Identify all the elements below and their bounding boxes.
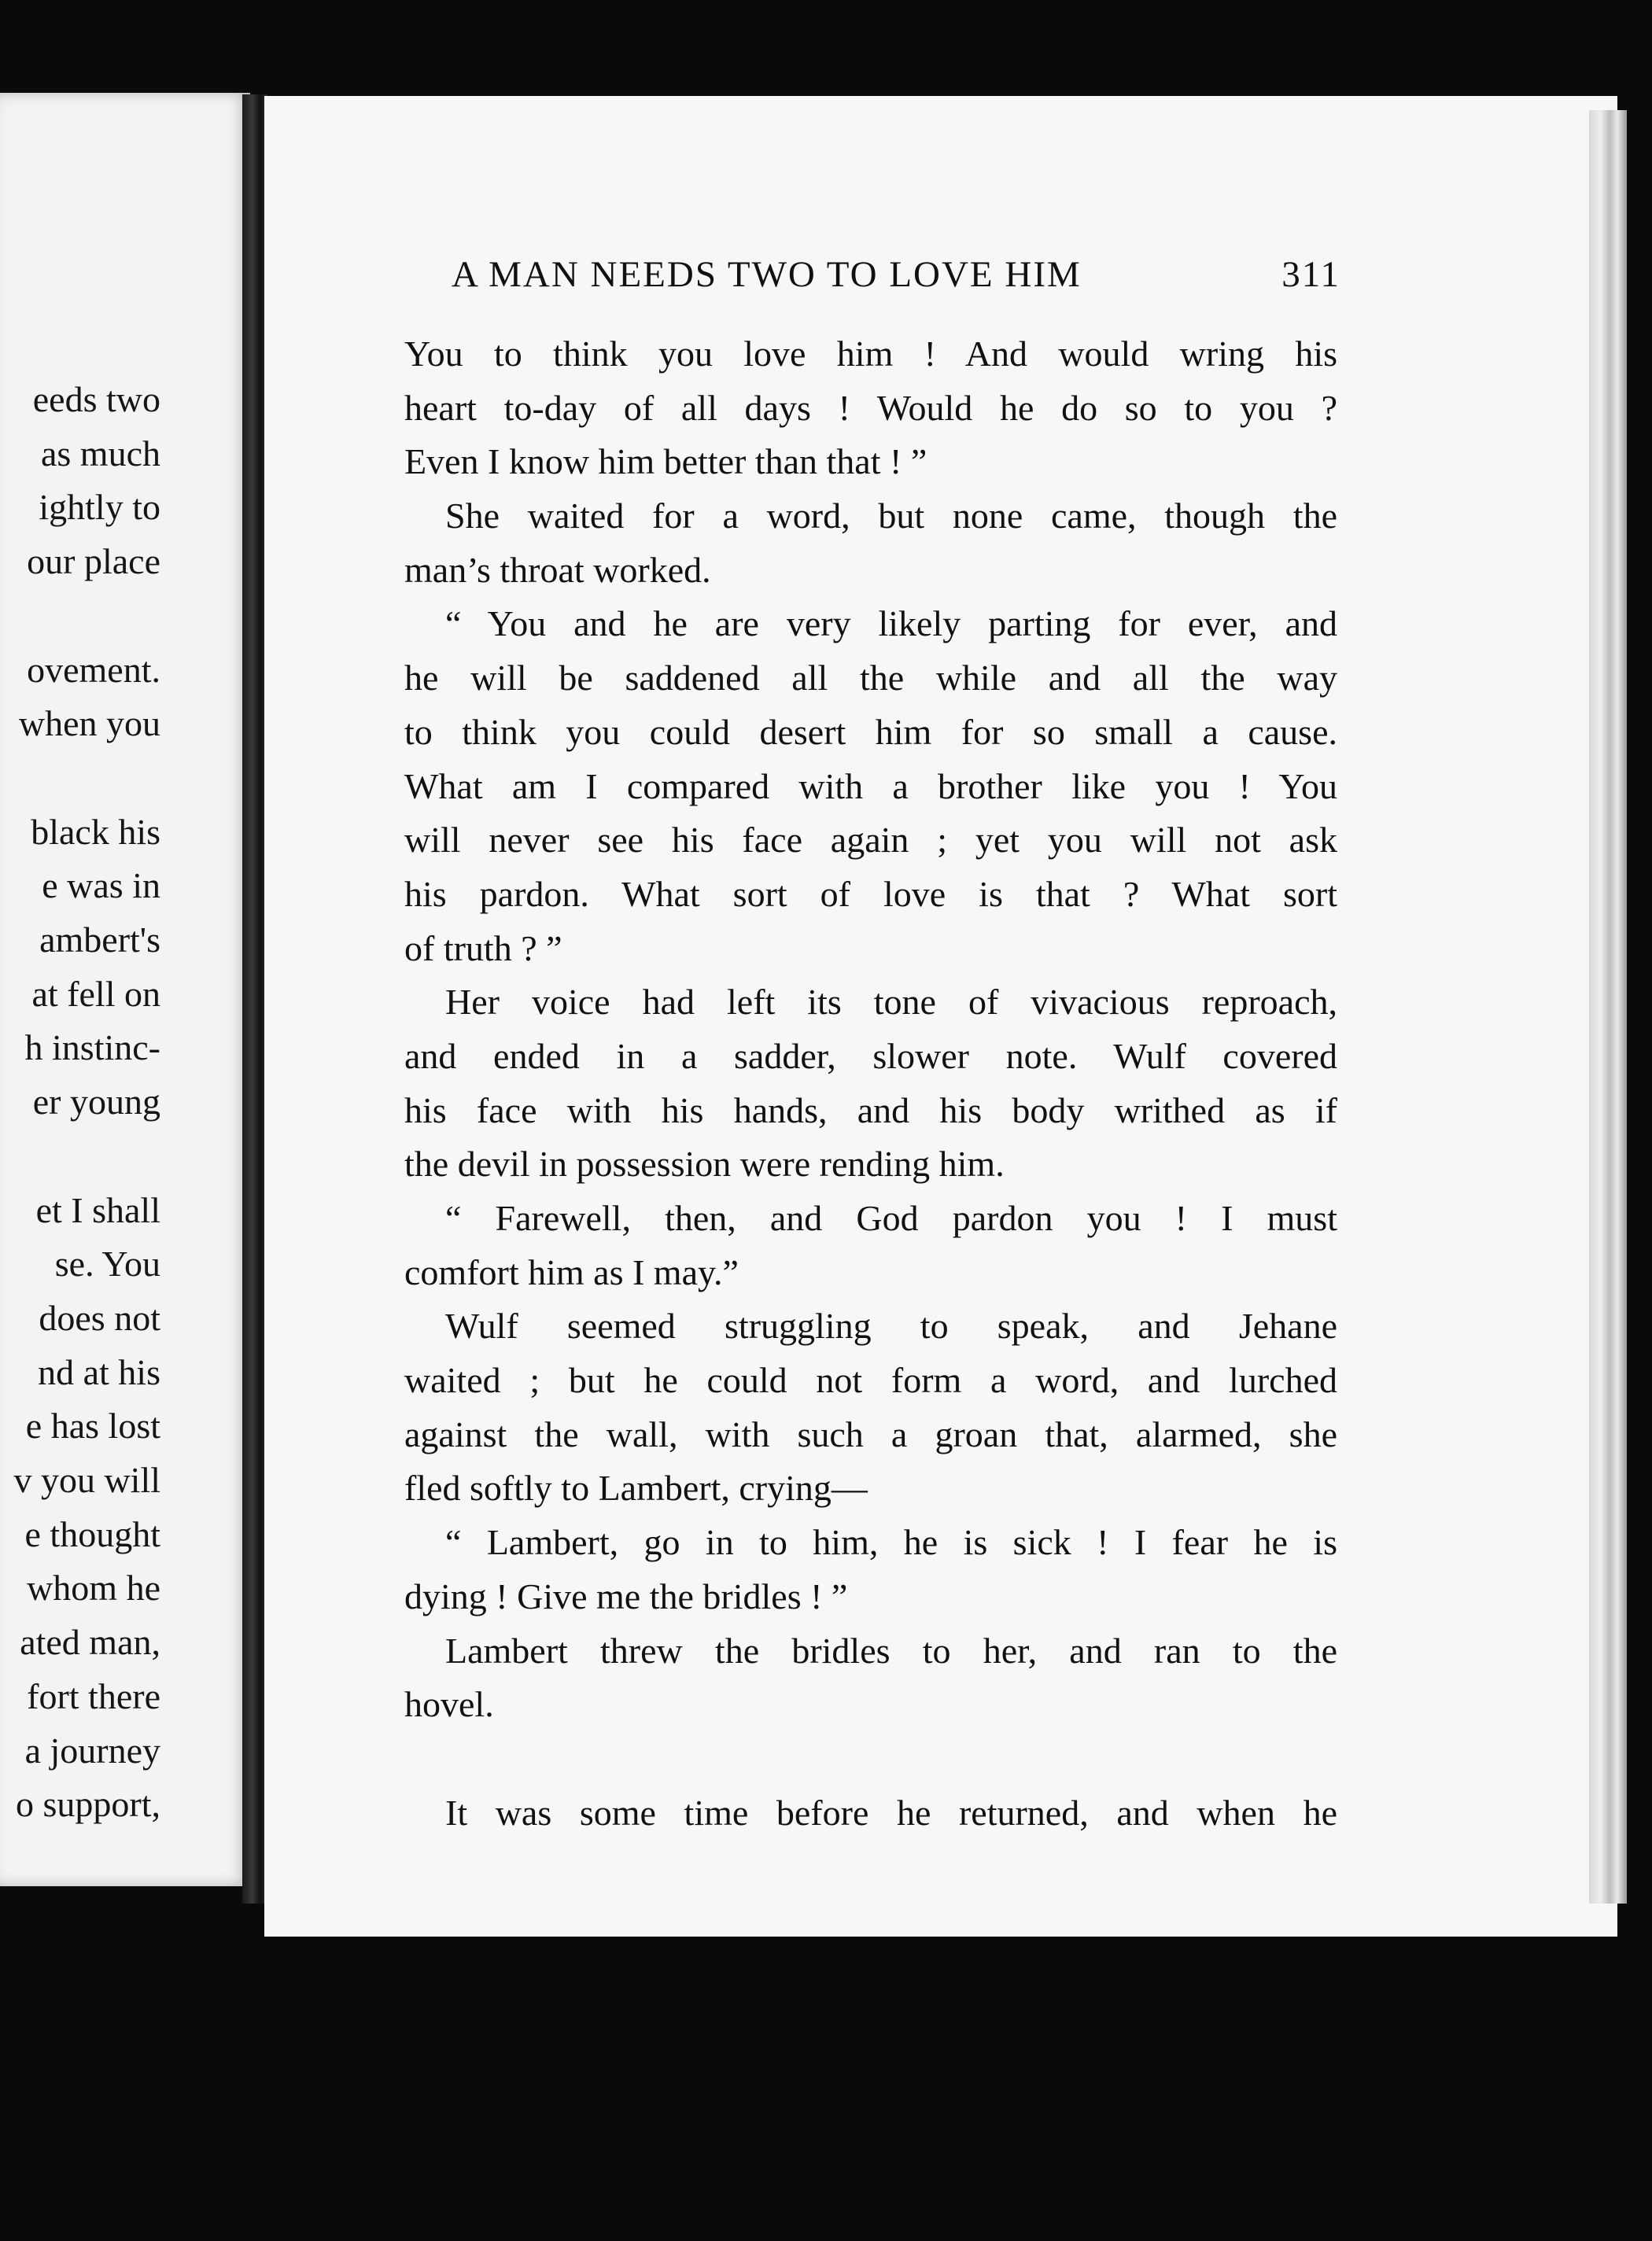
left-page-fragment: fort there bbox=[27, 1675, 160, 1716]
left-page-fragment: ated man, bbox=[20, 1622, 160, 1663]
left-page-fragment: o support, bbox=[16, 1784, 160, 1825]
running-title: A MAN NEEDS TWO TO LOVE HIM bbox=[452, 254, 1082, 295]
text-line: the devil in possession were rending him. bbox=[404, 1144, 1005, 1185]
page-number: 311 bbox=[1281, 254, 1340, 295]
text-line: will never see his face again ; yet you will not ask bbox=[404, 820, 1337, 861]
text-line: Even I know him better than that ! ” bbox=[404, 441, 927, 482]
text-line: waited ; but he could not form a word, and lurched bbox=[404, 1360, 1337, 1401]
text-line: Lambert threw the bridles to her, and ran to the bbox=[445, 1630, 1337, 1671]
text-line: hovel. bbox=[404, 1684, 494, 1725]
text-line: Wulf seemed struggling to speak, and Jehane bbox=[445, 1306, 1337, 1347]
text-line: It was some time before he returned, and when he bbox=[445, 1792, 1337, 1833]
text-line: his face with his hands, and his body writhed as if bbox=[404, 1089, 1337, 1130]
left-page-fragment: v you will bbox=[13, 1460, 160, 1500]
left-page-fragment: h instinc- bbox=[24, 1027, 160, 1068]
left-page-fragment: ovement. bbox=[27, 649, 160, 690]
left-page-fragment: when you bbox=[18, 703, 160, 744]
left-page-fragment: er young bbox=[32, 1082, 160, 1122]
left-page-fragment: as much bbox=[40, 433, 160, 474]
text-line: his pardon. What sort of love is that ? What sort bbox=[404, 873, 1337, 914]
text-line: Her voice had left its tone of vivacious reproach, bbox=[445, 982, 1337, 1023]
text-line: man’s throat worked. bbox=[404, 549, 711, 590]
section-break bbox=[404, 1732, 1337, 1786]
body-text bbox=[404, 327, 1337, 1840]
left-page bbox=[0, 93, 250, 1886]
left-page-fragment: eeds two bbox=[32, 379, 160, 419]
text-line: of truth ? ” bbox=[404, 927, 562, 968]
left-page-fragment: ambert's bbox=[39, 920, 160, 960]
text-line: You to think you love him ! And would wring his bbox=[404, 334, 1337, 374]
left-page-fragment: at fell on bbox=[31, 973, 160, 1014]
left-page-fragment: ightly to bbox=[39, 487, 160, 528]
text-line: What am I compared with a brother like you ! You bbox=[404, 765, 1337, 806]
text-line: heart to-day of all days ! Would he do so to you ? bbox=[404, 387, 1337, 428]
left-page-fragment: e has lost bbox=[25, 1406, 160, 1447]
text-line: “ You and he are very likely parting for ever, and bbox=[445, 603, 1337, 644]
text-line: he will be saddened all the while and all the way bbox=[404, 658, 1337, 698]
text-line: “ Farewell, then, and God pardon you ! I must bbox=[445, 1198, 1337, 1238]
running-head bbox=[452, 253, 1340, 300]
left-page-fragment: whom he bbox=[27, 1568, 160, 1609]
page-edges bbox=[1589, 110, 1627, 1904]
left-page-fragment: et I shall bbox=[35, 1189, 160, 1230]
left-page-fragment: se. You bbox=[54, 1244, 160, 1285]
text-line: to think you could desert him for so small a cause. bbox=[404, 711, 1337, 752]
text-line: “ Lambert, go in to him, he is sick ! I fear he is bbox=[445, 1522, 1337, 1563]
text-line: comfort him as I may.” bbox=[404, 1251, 739, 1292]
left-page-fragment: e thought bbox=[24, 1513, 160, 1554]
left-page-fragment: e was in bbox=[42, 865, 160, 906]
text-line: and ended in a sadder, slower note. Wulf covered bbox=[404, 1035, 1337, 1076]
text-line: She waited for a word, but none came, though the bbox=[445, 496, 1337, 536]
text-line: fled softly to Lambert, crying— bbox=[404, 1468, 868, 1509]
text-line: against the wall, with such a groan that, alarmed, she bbox=[404, 1414, 1337, 1454]
left-page-fragment: black his bbox=[31, 811, 160, 852]
left-page-fragment: does not bbox=[39, 1297, 160, 1338]
left-page-fragment: a journey bbox=[24, 1730, 160, 1771]
text-line: dying ! Give me the bridles ! ” bbox=[404, 1576, 848, 1616]
left-page-fragment: our place bbox=[27, 541, 160, 582]
left-page-fragment: nd at his bbox=[38, 1351, 160, 1392]
